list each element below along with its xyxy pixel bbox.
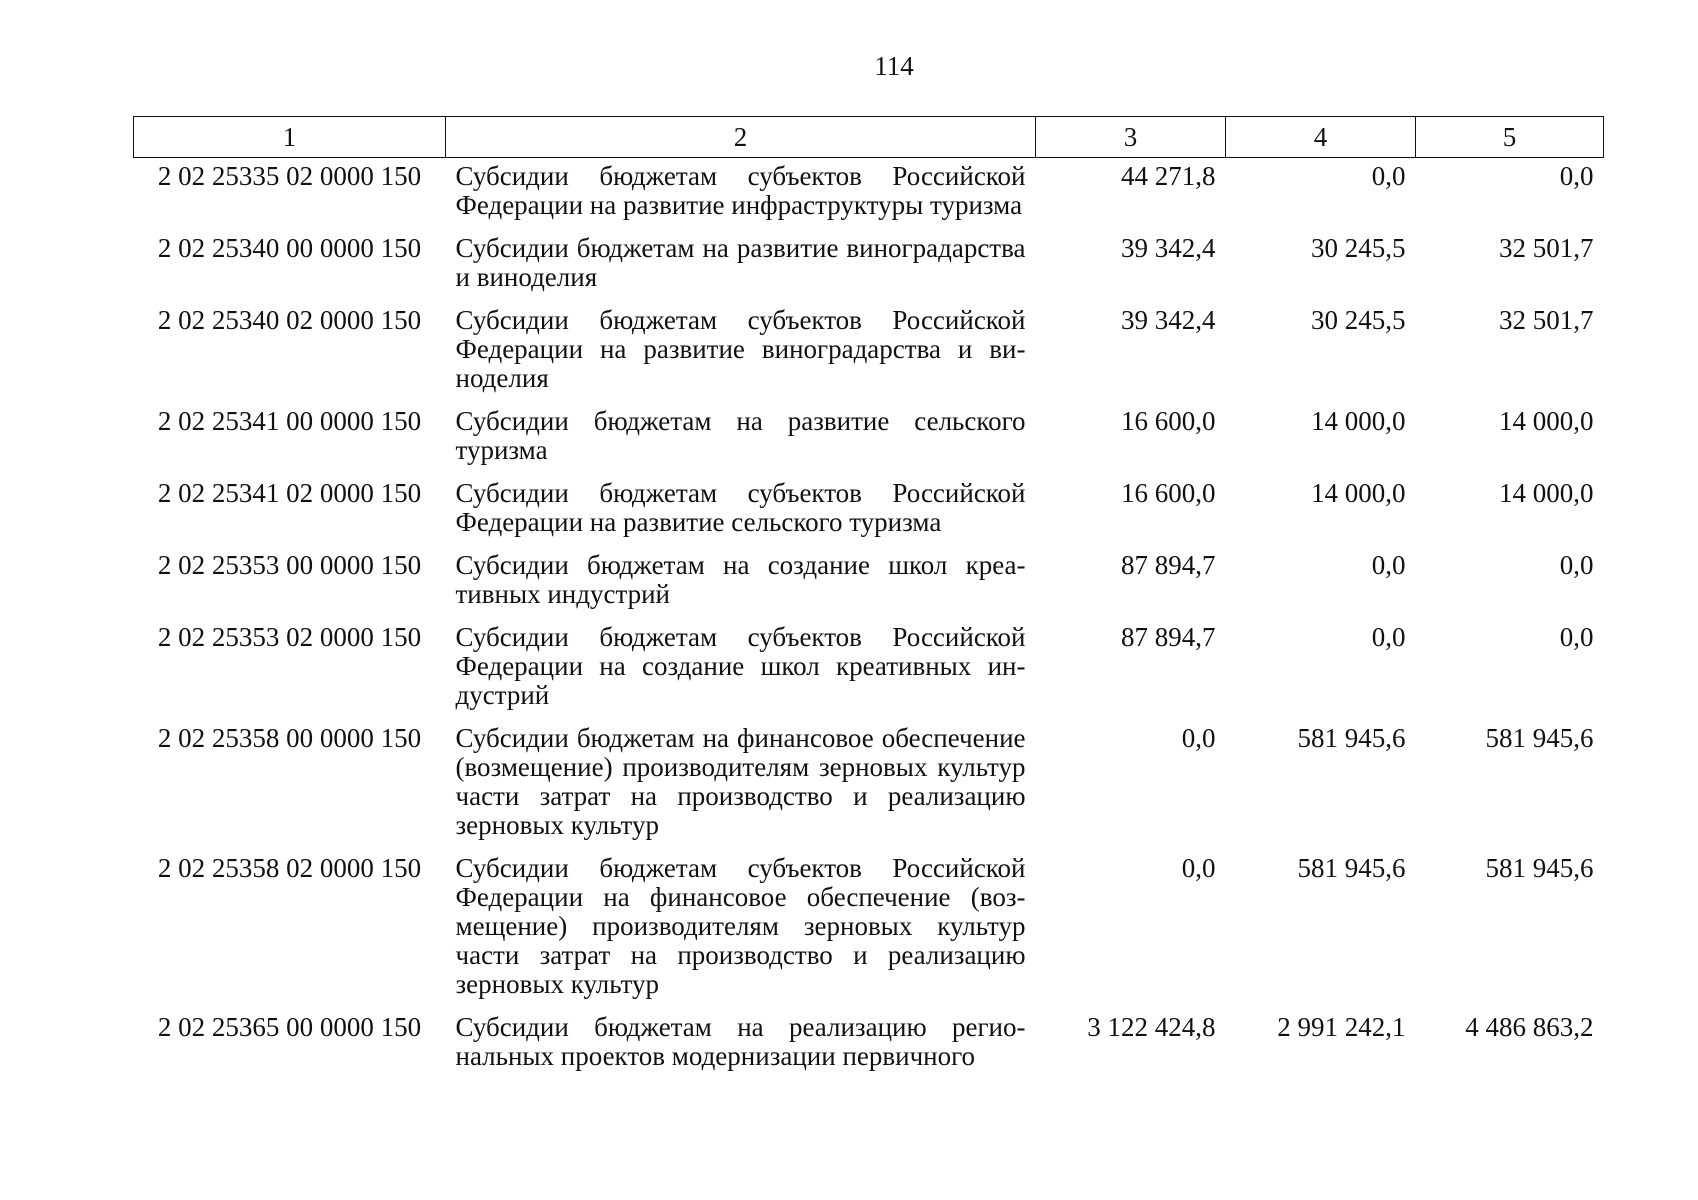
value-col-4: 14 000,0 <box>1311 406 1406 436</box>
header-col-3: 3 <box>1036 117 1226 158</box>
value-col-3: 39 342,4 <box>1121 233 1216 263</box>
value-col-4: 2 991 242,1 <box>1277 1012 1406 1042</box>
value-col-4: 30 245,5 <box>1311 305 1406 335</box>
header-col-1: 1 <box>134 117 446 158</box>
table-row <box>134 850 1604 1009</box>
value-col-3: 87 894,7 <box>1121 550 1216 580</box>
item-name: Субсидии бюджетам на развитие сельского туризма <box>455 406 1026 465</box>
value-col-3: 0,0 <box>1181 853 1216 883</box>
value-col-4: 581 945,6 <box>1297 723 1406 753</box>
header-col-4: 4 <box>1226 117 1416 158</box>
item-name: Субсидии бюджетам на финансовое обеспечение (возмещение) производителям зерновых культур части затрат на производство и реализацию зерновых культур <box>455 723 1026 840</box>
value-col-5: 14 000,0 <box>1499 478 1594 508</box>
value-col-5: 32 501,7 <box>1499 305 1594 335</box>
value-col-5: 4 486 863,2 <box>1465 1012 1594 1042</box>
value-col-5: 0,0 <box>1559 550 1594 580</box>
value-col-3: 0,0 <box>1181 723 1216 753</box>
budget-code: 2 02 25358 00 0000 150 <box>157 723 422 753</box>
budget-code: 2 02 25341 02 0000 150 <box>157 478 422 508</box>
value-col-5: 32 501,7 <box>1499 233 1594 263</box>
budget-code: 2 02 25340 02 0000 150 <box>157 305 422 335</box>
table-row <box>134 302 1604 403</box>
table-row <box>134 158 1604 231</box>
table-row <box>134 475 1604 547</box>
value-col-4: 0,0 <box>1371 622 1406 652</box>
budget-code: 2 02 25341 00 0000 150 <box>157 406 422 436</box>
value-col-5: 14 000,0 <box>1499 406 1594 436</box>
budget-code: 2 02 25353 02 0000 150 <box>157 622 422 652</box>
item-name: Субсидии бюджетам субъектов Российской Федерации на развитие виноградарства и виноделия <box>455 305 1026 393</box>
budget-code: 2 02 25353 00 0000 150 <box>157 550 422 580</box>
value-col-3: 44 271,8 <box>1121 161 1216 191</box>
item-name: Субсидии бюджетам на развитие виноградарства и виноделия <box>455 233 1026 292</box>
table-body <box>134 158 1604 1082</box>
item-name: Субсидии бюджетам субъектов Российской Федерации на финансовое обеспечение (возмещение) производителям зерновых культур части затрат на производство и реализацию зерновых культур <box>455 853 1026 999</box>
value-col-5: 581 945,6 <box>1485 723 1594 753</box>
header-col-5: 5 <box>1416 117 1604 158</box>
table-row <box>134 403 1604 475</box>
item-name: Субсидии бюджетам на создание школ креативных индустрий <box>455 550 1026 609</box>
budget-code: 2 02 25335 02 0000 150 <box>157 161 422 191</box>
value-col-3: 39 342,4 <box>1121 305 1216 335</box>
value-col-4: 581 945,6 <box>1297 853 1406 883</box>
budget-code: 2 02 25358 02 0000 150 <box>157 853 422 883</box>
budget-code: 2 02 25340 00 0000 150 <box>157 233 422 263</box>
header-row <box>134 117 1604 158</box>
budget-code: 2 02 25365 00 0000 150 <box>157 1012 422 1042</box>
value-col-4: 0,0 <box>1371 161 1406 191</box>
table-row <box>134 619 1604 720</box>
value-col-3: 16 600,0 <box>1121 478 1216 508</box>
value-col-5: 0,0 <box>1559 622 1594 652</box>
table-row <box>134 547 1604 619</box>
header-col-2: 2 <box>446 117 1036 158</box>
item-name: Субсидии бюджетам субъектов Российской Федерации на развитие сельского туризма <box>455 478 1026 537</box>
budget-table <box>133 116 1604 1081</box>
item-name: Субсидии бюджетам на реализацию региональных проектов модернизации первичного <box>455 1012 1026 1071</box>
value-col-3: 16 600,0 <box>1121 406 1216 436</box>
table-row <box>134 720 1604 850</box>
item-name: Субсидии бюджетам субъектов Российской Федерации на создание школ креативных индустрий <box>455 622 1026 710</box>
table-row <box>134 230 1604 302</box>
page-number: 114 <box>874 51 914 81</box>
item-name: Субсидии бюджетам субъектов Российской Федерации на развитие инфраструктуры туризма <box>455 161 1026 220</box>
value-col-3: 3 122 424,8 <box>1087 1012 1216 1042</box>
value-col-4: 30 245,5 <box>1311 233 1406 263</box>
table-header <box>134 117 1604 158</box>
value-col-4: 0,0 <box>1371 550 1406 580</box>
value-col-3: 87 894,7 <box>1121 622 1216 652</box>
value-col-5: 581 945,6 <box>1485 853 1594 883</box>
value-col-4: 14 000,0 <box>1311 478 1406 508</box>
table-row <box>134 1009 1604 1081</box>
value-col-5: 0,0 <box>1559 161 1594 191</box>
